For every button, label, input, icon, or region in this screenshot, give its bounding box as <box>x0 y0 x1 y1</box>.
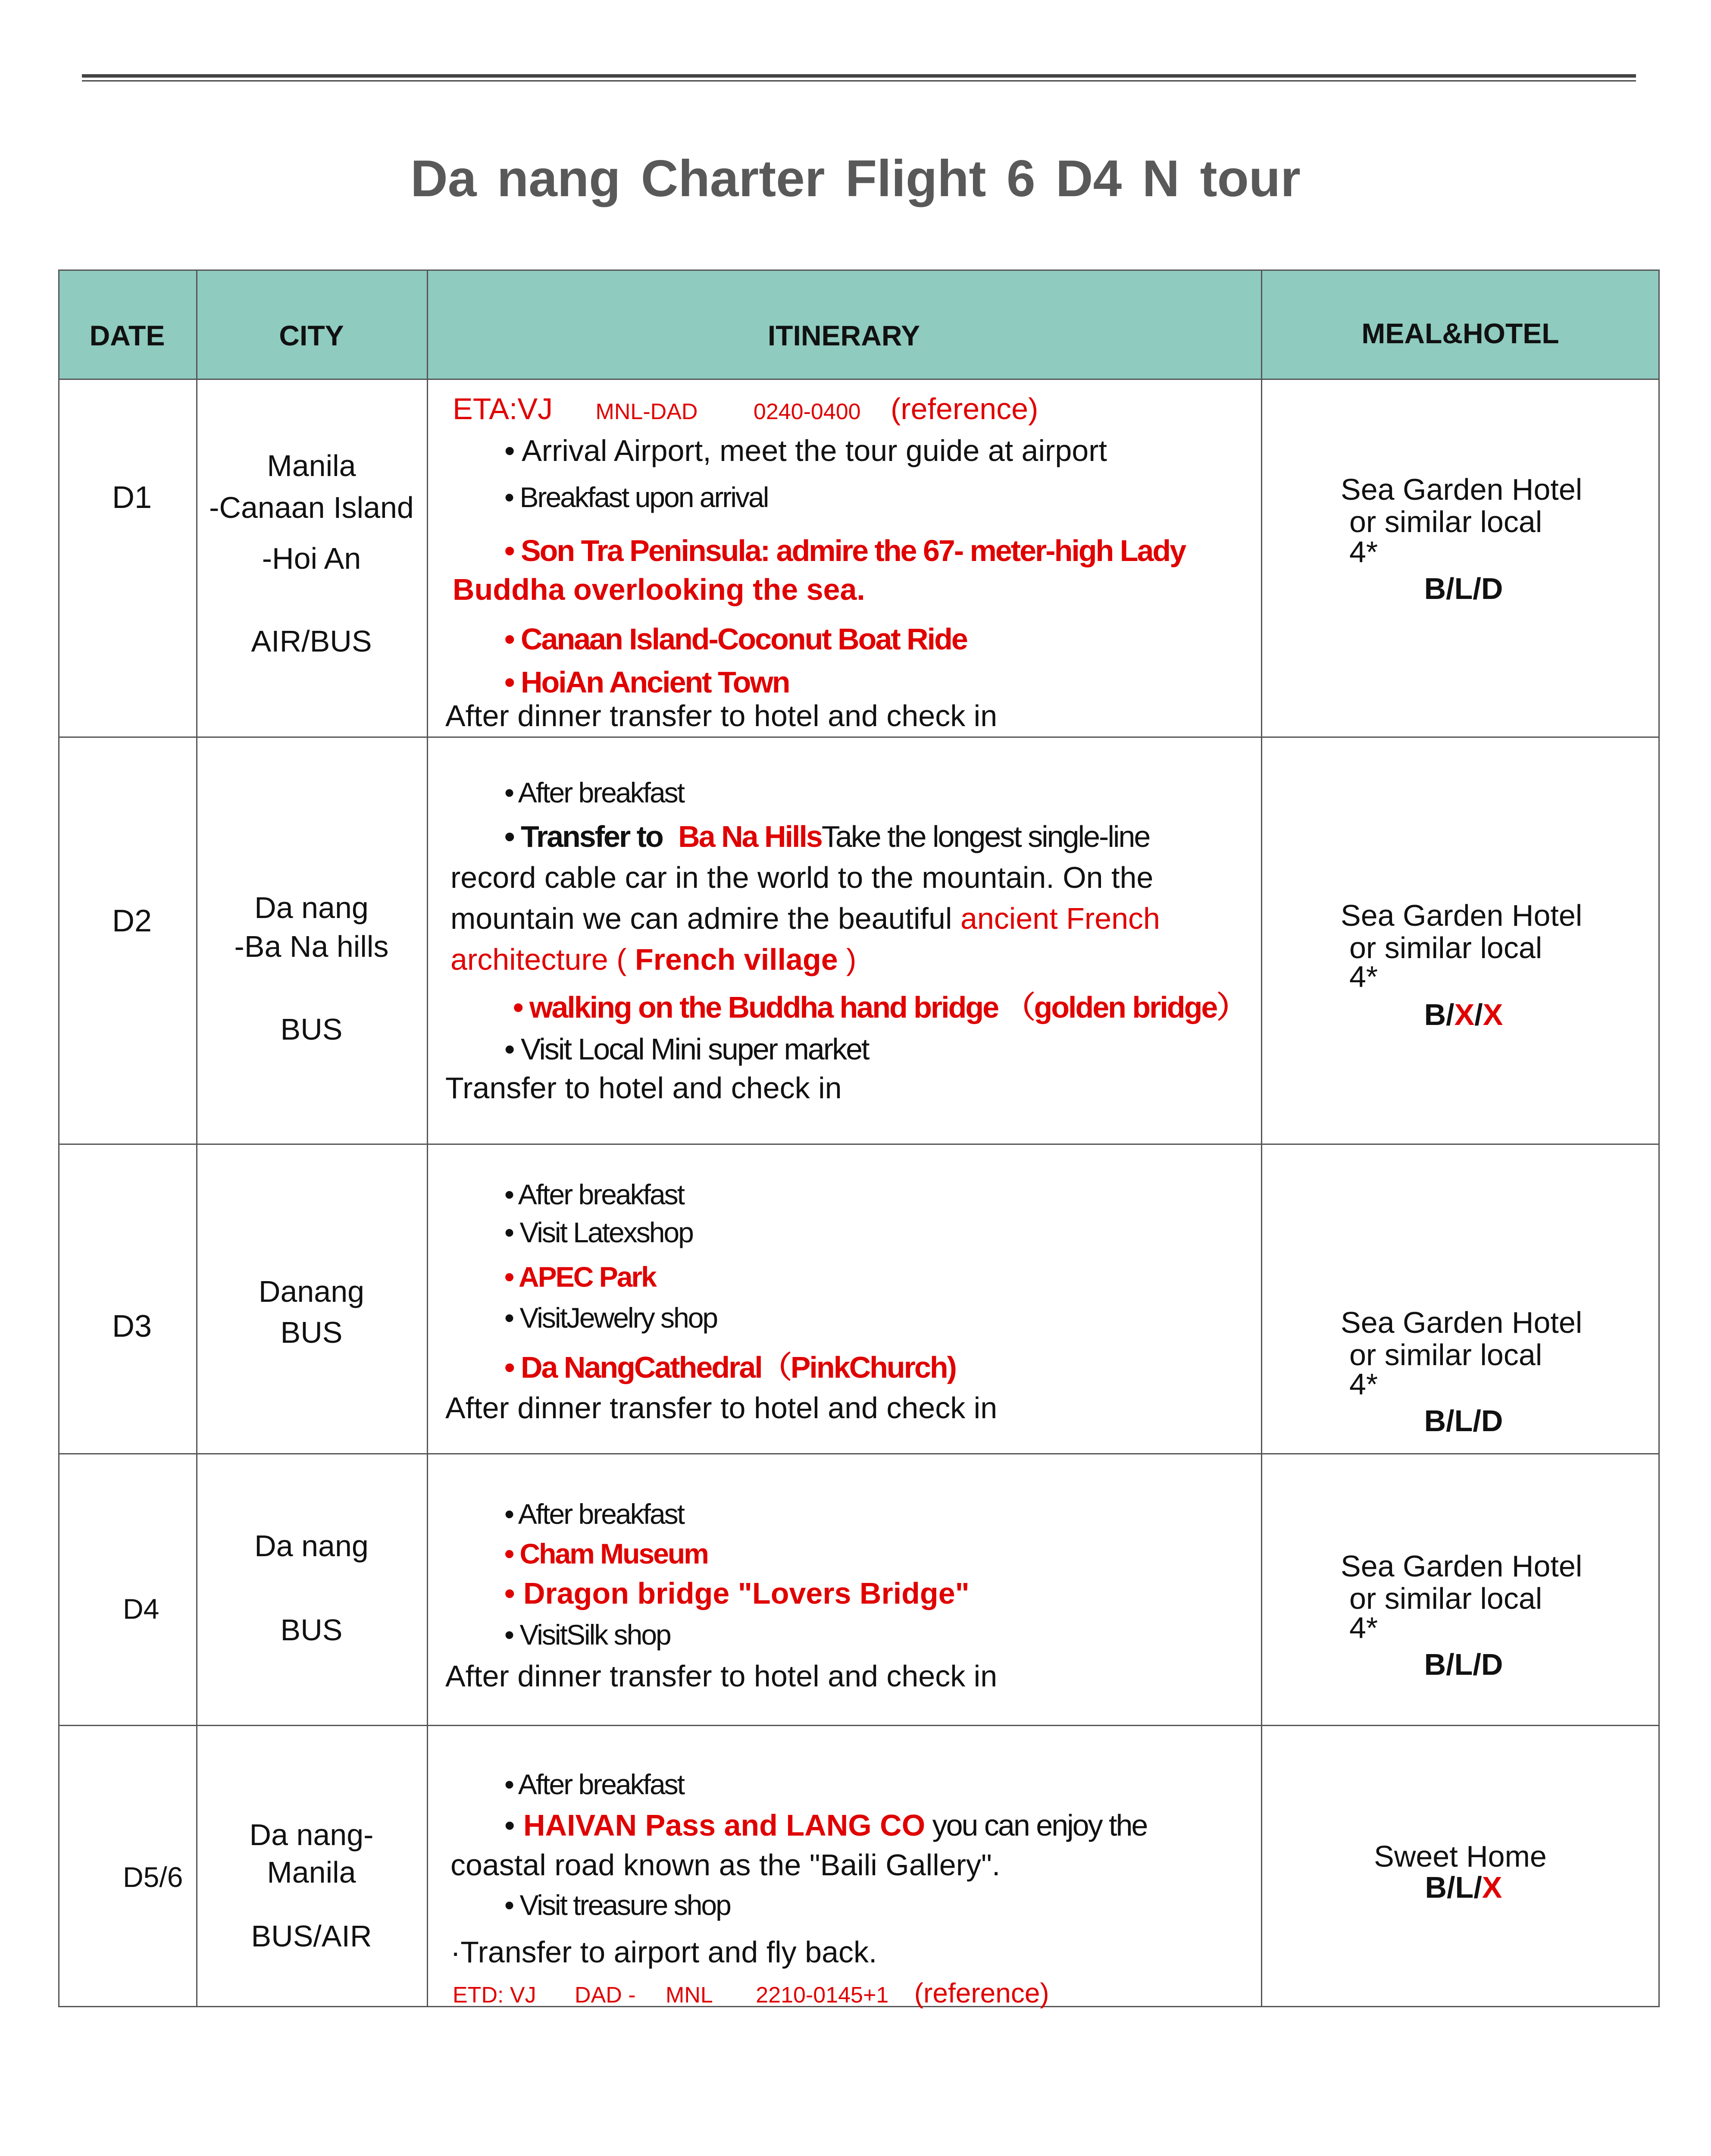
city-line: Danang <box>258 1275 365 1308</box>
etd-route: DAD - <box>575 1983 636 2008</box>
meal-lunch: L <box>1454 1648 1473 1681</box>
text-run: Ba Na Hills <box>678 820 822 853</box>
text-run: architecture ( <box>450 943 635 976</box>
itinerary-item: • After breakfast <box>504 1498 684 1530</box>
hotel-similar: or similar local <box>1349 1582 1542 1615</box>
itinerary-item: • Canaan Island-Coconut Boat Ride <box>504 622 967 656</box>
row-line <box>58 1725 1660 1726</box>
text-run: Take the longest single-line <box>821 820 1150 853</box>
itinerary-item: • Visit treasure shop <box>504 1889 730 1921</box>
col-line <box>1658 270 1660 2007</box>
etd-dest: MNL <box>666 1983 713 2008</box>
meal-sep: / <box>1473 1871 1482 1904</box>
meal-plan <box>1343 997 1584 1032</box>
row-line <box>58 1144 1660 1145</box>
itinerary-item: After dinner transfer to hotel and check in <box>445 1659 998 1693</box>
col-line <box>196 270 197 2007</box>
text-run: • <box>504 1808 523 1842</box>
text-run: • Transfer to <box>504 820 670 853</box>
city-line: -Hoi An <box>262 542 361 575</box>
city-line: AIR/BUS <box>251 624 372 658</box>
itinerary-item: • After breakfast <box>504 777 684 808</box>
header-meal-hotel: MEAL&HOTEL <box>1361 317 1559 349</box>
city-line: Da nang <box>254 891 369 924</box>
hotel-name: Sea Garden Hotel <box>1341 1306 1583 1339</box>
city-line: BUS <box>280 1012 343 1046</box>
hotel-name: Sea Garden Hotel <box>1341 1549 1583 1583</box>
eta-reference: (reference) <box>891 392 1038 426</box>
itinerary-item: Transfer to hotel and check in <box>445 1071 842 1105</box>
meal-plan <box>1343 1404 1584 1438</box>
row-line <box>58 1453 1660 1454</box>
meal-plan <box>1343 1870 1584 1905</box>
top-rule <box>82 74 1636 78</box>
hotel-name: Sea Garden Hotel <box>1341 473 1583 506</box>
itinerary-item: • walking on the Buddha hand bridge （golden bridge） <box>513 990 1246 1024</box>
meal-breakfast: B <box>1425 1871 1447 1904</box>
itinerary-item: • VisitSilk shop <box>504 1619 670 1651</box>
meal-lunch: L <box>1455 1871 1474 1904</box>
date-cell: D4 <box>123 1593 160 1625</box>
header-itinerary: ITINERARY <box>767 320 920 351</box>
meal-breakfast: B <box>1424 1648 1446 1681</box>
itinerary-item: • Cham Museum <box>504 1538 708 1570</box>
hotel-similar: or similar local <box>1349 931 1542 965</box>
etd-reference: (reference) <box>914 1977 1049 2009</box>
text-run: French village <box>635 943 838 976</box>
meal-sep: / <box>1446 572 1455 605</box>
meal-plan <box>1343 1647 1584 1682</box>
itinerary-item: • APEC Park <box>504 1261 656 1293</box>
row-line <box>58 270 1660 271</box>
hotel-similar: or similar local <box>1349 1338 1542 1372</box>
text-run: ancient French <box>960 902 1160 935</box>
meal-sep: / <box>1473 572 1481 605</box>
hotel-name: Sweet Home <box>1374 1839 1547 1873</box>
city-line: BUS <box>280 1613 343 1647</box>
col-line <box>58 270 59 2007</box>
itinerary-item: • Breakfast upon arrival <box>504 481 768 513</box>
city-line: -Ba Na hills <box>234 930 389 963</box>
eta-route: MNL-DAD <box>595 399 698 424</box>
itinerary-item <box>504 819 1149 854</box>
city-line: Manila <box>267 449 356 483</box>
page-title: Da nang Charter Flight 6 D4 N tour <box>410 150 1301 207</box>
city-line: Da nang- <box>249 1818 374 1852</box>
meal-breakfast: B <box>1424 572 1446 605</box>
itinerary-item: • HoiAn Ancient Town <box>504 665 789 699</box>
itinerary-item: • After breakfast <box>504 1768 684 1800</box>
city-line: Manila <box>267 1855 356 1889</box>
text-run: ) <box>838 943 857 976</box>
eta-label: ETA:VJ <box>453 392 553 426</box>
meal-sep: / <box>1447 1871 1455 1904</box>
date-cell: D5/6 <box>123 1861 183 1893</box>
meal-breakfast: B <box>1424 1404 1446 1438</box>
city-line: -Canaan Island <box>209 491 414 524</box>
meal-sep: / <box>1446 1648 1455 1681</box>
itinerary-table <box>58 270 1660 2007</box>
hotel-similar: or similar local <box>1349 505 1542 539</box>
meal-dinner: D <box>1481 1404 1503 1438</box>
itinerary-item: • Dragon bridge "Lovers Bridge" <box>504 1576 970 1610</box>
itinerary-item: • Son Tra Peninsula: admire the 67- meter-high Lady <box>504 534 1186 567</box>
city-line: BUS/AIR <box>251 1919 372 1953</box>
meal-plan <box>1343 571 1584 606</box>
meal-sep: / <box>1446 998 1455 1031</box>
itinerary-item: • VisitJewelry shop <box>504 1302 717 1334</box>
text-run: you can enjoy the <box>925 1808 1147 1842</box>
itinerary-item: record cable car in the world to the mountain. On the <box>450 861 1154 894</box>
hotel-name: Sea Garden Hotel <box>1341 899 1583 932</box>
meal-sep: / <box>1446 1404 1455 1438</box>
row-line <box>58 736 1660 738</box>
eta-line <box>453 392 1038 426</box>
date-cell: D3 <box>112 1309 152 1344</box>
hotel-stars: 4* <box>1349 1367 1378 1401</box>
itinerary-item: • Da NangCathedral（PinkChurch) <box>504 1351 956 1384</box>
date-cell: D1 <box>112 480 152 515</box>
itinerary-item <box>504 1808 1147 1843</box>
itinerary-item <box>450 901 1160 936</box>
itinerary-item: • Visit Local Mini super market <box>504 1032 869 1066</box>
hotel-stars: 4* <box>1349 960 1378 993</box>
meal-dinner: D <box>1481 572 1503 605</box>
city-line: BUS <box>280 1316 343 1349</box>
meal-lunch: L <box>1454 1404 1473 1438</box>
meal-dinner: X <box>1483 998 1503 1031</box>
text-run: HAIVAN Pass and LANG CO <box>523 1808 926 1842</box>
itinerary-item: • Arrival Airport, meet the tour guide at airport <box>504 434 1107 467</box>
etd-label: ETD: VJ <box>453 1983 536 2008</box>
itinerary-item: ·Transfer to airport and fly back. <box>450 1935 877 1969</box>
col-line <box>1261 270 1262 2007</box>
header-date: DATE <box>89 320 165 351</box>
meal-sep: / <box>1473 1404 1481 1438</box>
row-line <box>58 379 1660 380</box>
itinerary-item: After dinner transfer to hotel and check in <box>445 699 998 733</box>
top-rule-thin <box>82 80 1636 81</box>
itinerary-item: coastal road known as the "Baili Gallery". <box>450 1848 1001 1882</box>
meal-breakfast: B <box>1424 998 1446 1031</box>
text-run: mountain we can admire the beautiful <box>450 902 960 935</box>
etd-line <box>453 1975 1049 2009</box>
itinerary-item: Buddha overlooking the sea. <box>453 573 865 606</box>
meal-dinner: X <box>1482 1871 1502 1904</box>
col-line <box>427 270 428 2007</box>
meal-lunch: X <box>1454 998 1475 1031</box>
itinerary-item: • Visit Latexshop <box>504 1216 693 1248</box>
itinerary-item: After dinner transfer to hotel and check in <box>445 1391 998 1425</box>
meal-dinner: D <box>1481 1648 1503 1681</box>
itinerary-item: • After breakfast <box>504 1178 684 1210</box>
city-line: Da nang <box>254 1529 369 1563</box>
date-cell: D2 <box>112 904 152 938</box>
meal-sep: / <box>1474 998 1483 1031</box>
etd-time: 2210-0145+1 <box>756 1983 889 2008</box>
header-city: CITY <box>279 320 344 351</box>
meal-lunch: L <box>1454 572 1473 605</box>
hotel-stars: 4* <box>1349 535 1378 569</box>
meal-sep: / <box>1473 1648 1481 1681</box>
eta-time: 0240-0400 <box>753 399 861 424</box>
itinerary-item <box>450 942 856 977</box>
hotel-stars: 4* <box>1349 1611 1378 1645</box>
